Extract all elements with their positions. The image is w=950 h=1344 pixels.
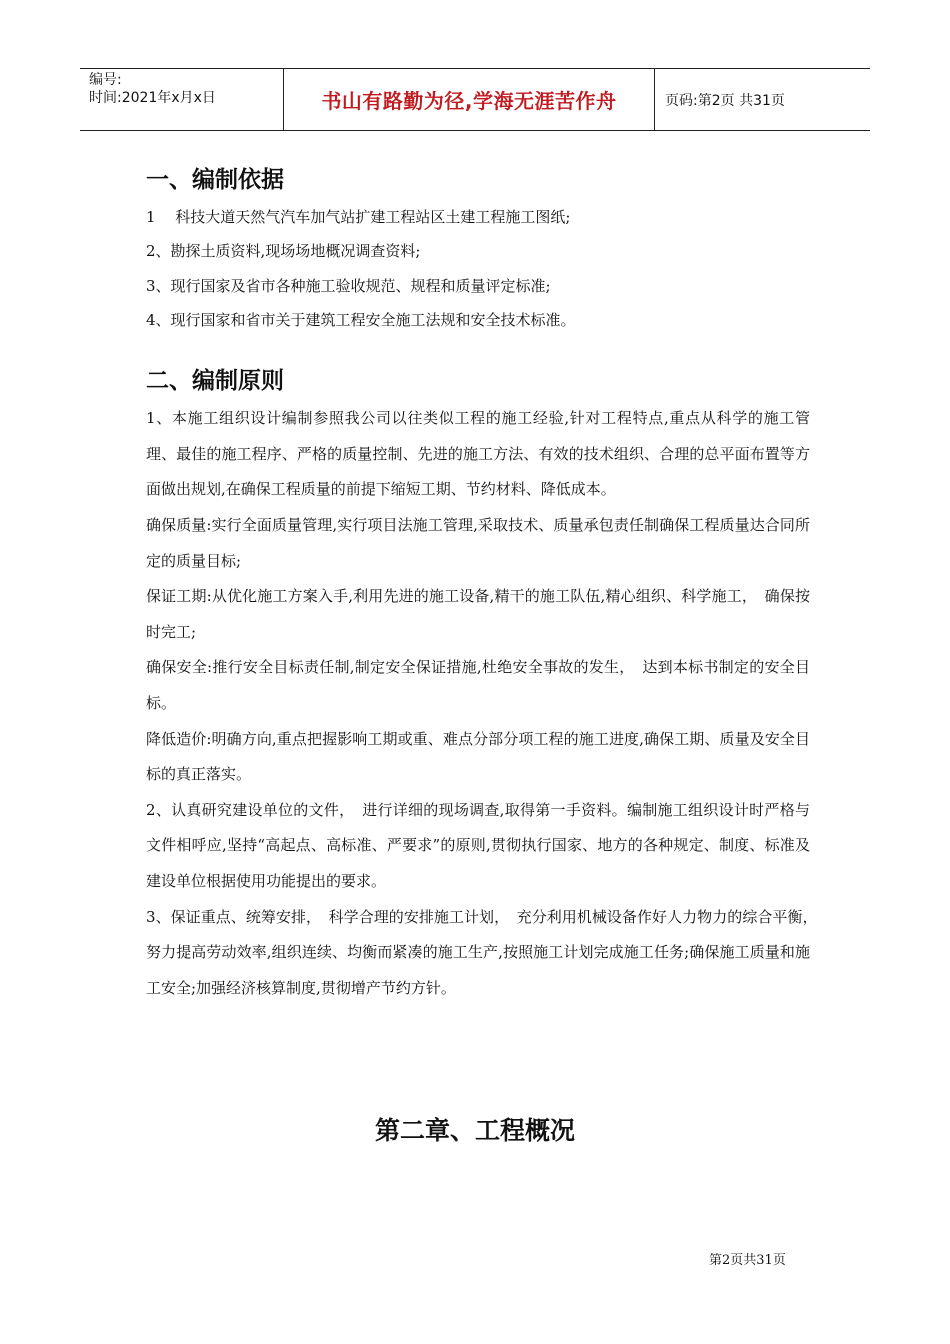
paragraph: 降低造价:明确方向,重点把握影响工期或重、难点分部分项工程的施工进度,确保工期、质量及安全目标的真正落实。: [146, 729, 810, 784]
page-footer: 第2页共31页: [709, 1253, 786, 1268]
header-motto: 书山有路勤为径,学海无涯苦作舟: [283, 69, 655, 130]
header-meta: [80, 69, 283, 130]
time-label: 时间:2021年x月x日: [89, 90, 216, 106]
list-item: 1 科技大道天然气汽车加气站扩建工程站区土建工程施工图纸;: [146, 208, 571, 226]
list-item: 3、现行国家及省市各种施工验收规范、规程和质量评定标准;: [146, 276, 551, 295]
document-body: [146, 160, 826, 1006]
page-label: 页码:第2页 共31页: [665, 92, 785, 109]
header-table: [80, 68, 870, 131]
paragraph: 1、本施工组织设计编制参照我公司以往类似工程的施工经验,针对工程特点,重点从科学的施工管理、最佳的施工程序、严格的质量控制、先进的施工方法、有效的技术组织、合理的总平面布置等方面做出规划,在确保工程质量的前提下缩短工期、节约材料、降低成本。: [146, 409, 810, 499]
paragraph: 保证工期:从优化施工方案入手,利用先进的施工设备,精干的施工队伍,精心组织、科学施工， 确保按时完工;: [146, 587, 810, 641]
section-title-principles: 二、编制原则: [146, 368, 284, 395]
paragraph: 3、保证重点、统筹安排， 科学合理的安排施工计划， 充分利用机械设备作好人力物力的综合平衡， 努力提高劳动效率,组织连续、均衡而紧凑的施工生产,按照施工计划完成施工任务;确保施工质量和施工安全;加强经济核算制度,贯彻增产节约方针。: [146, 907, 826, 997]
basis-list: [146, 200, 810, 337]
list-item: 2、勘探土质资料,现场场地概况调查资料;: [146, 242, 421, 261]
paragraph: 确保质量:实行全面质量管理,实行项目法施工管理,采取技术、质量承包责任制确保工程质量达合同所定的质量目标;: [146, 515, 810, 570]
principles-text: [146, 401, 826, 1006]
list-item: 4、现行国家和省市关于建筑工程安全施工法规和安全技术标准。: [146, 310, 576, 329]
section-title-basis: 一、编制依据: [146, 167, 284, 193]
number-label: 编号:: [89, 72, 122, 88]
chapter-title: 第二章、工程概况: [374, 1116, 575, 1145]
paragraph: 2、认真研究建设单位的文件， 进行详细的现场调查,取得第一手资料。编制施工组织设计时严格与文件相呼应,坚持“高起点、高标准、严要求”的原则,贯彻执行国家、地方的各种规定、制度、标准及建设单位根据使用功能提出的要求。: [146, 800, 810, 890]
paragraph: 确保安全:推行安全目标责任制,制定安全保证措施,杜绝安全事故的发生， 达到本标书制定的安全目标。: [146, 658, 810, 712]
